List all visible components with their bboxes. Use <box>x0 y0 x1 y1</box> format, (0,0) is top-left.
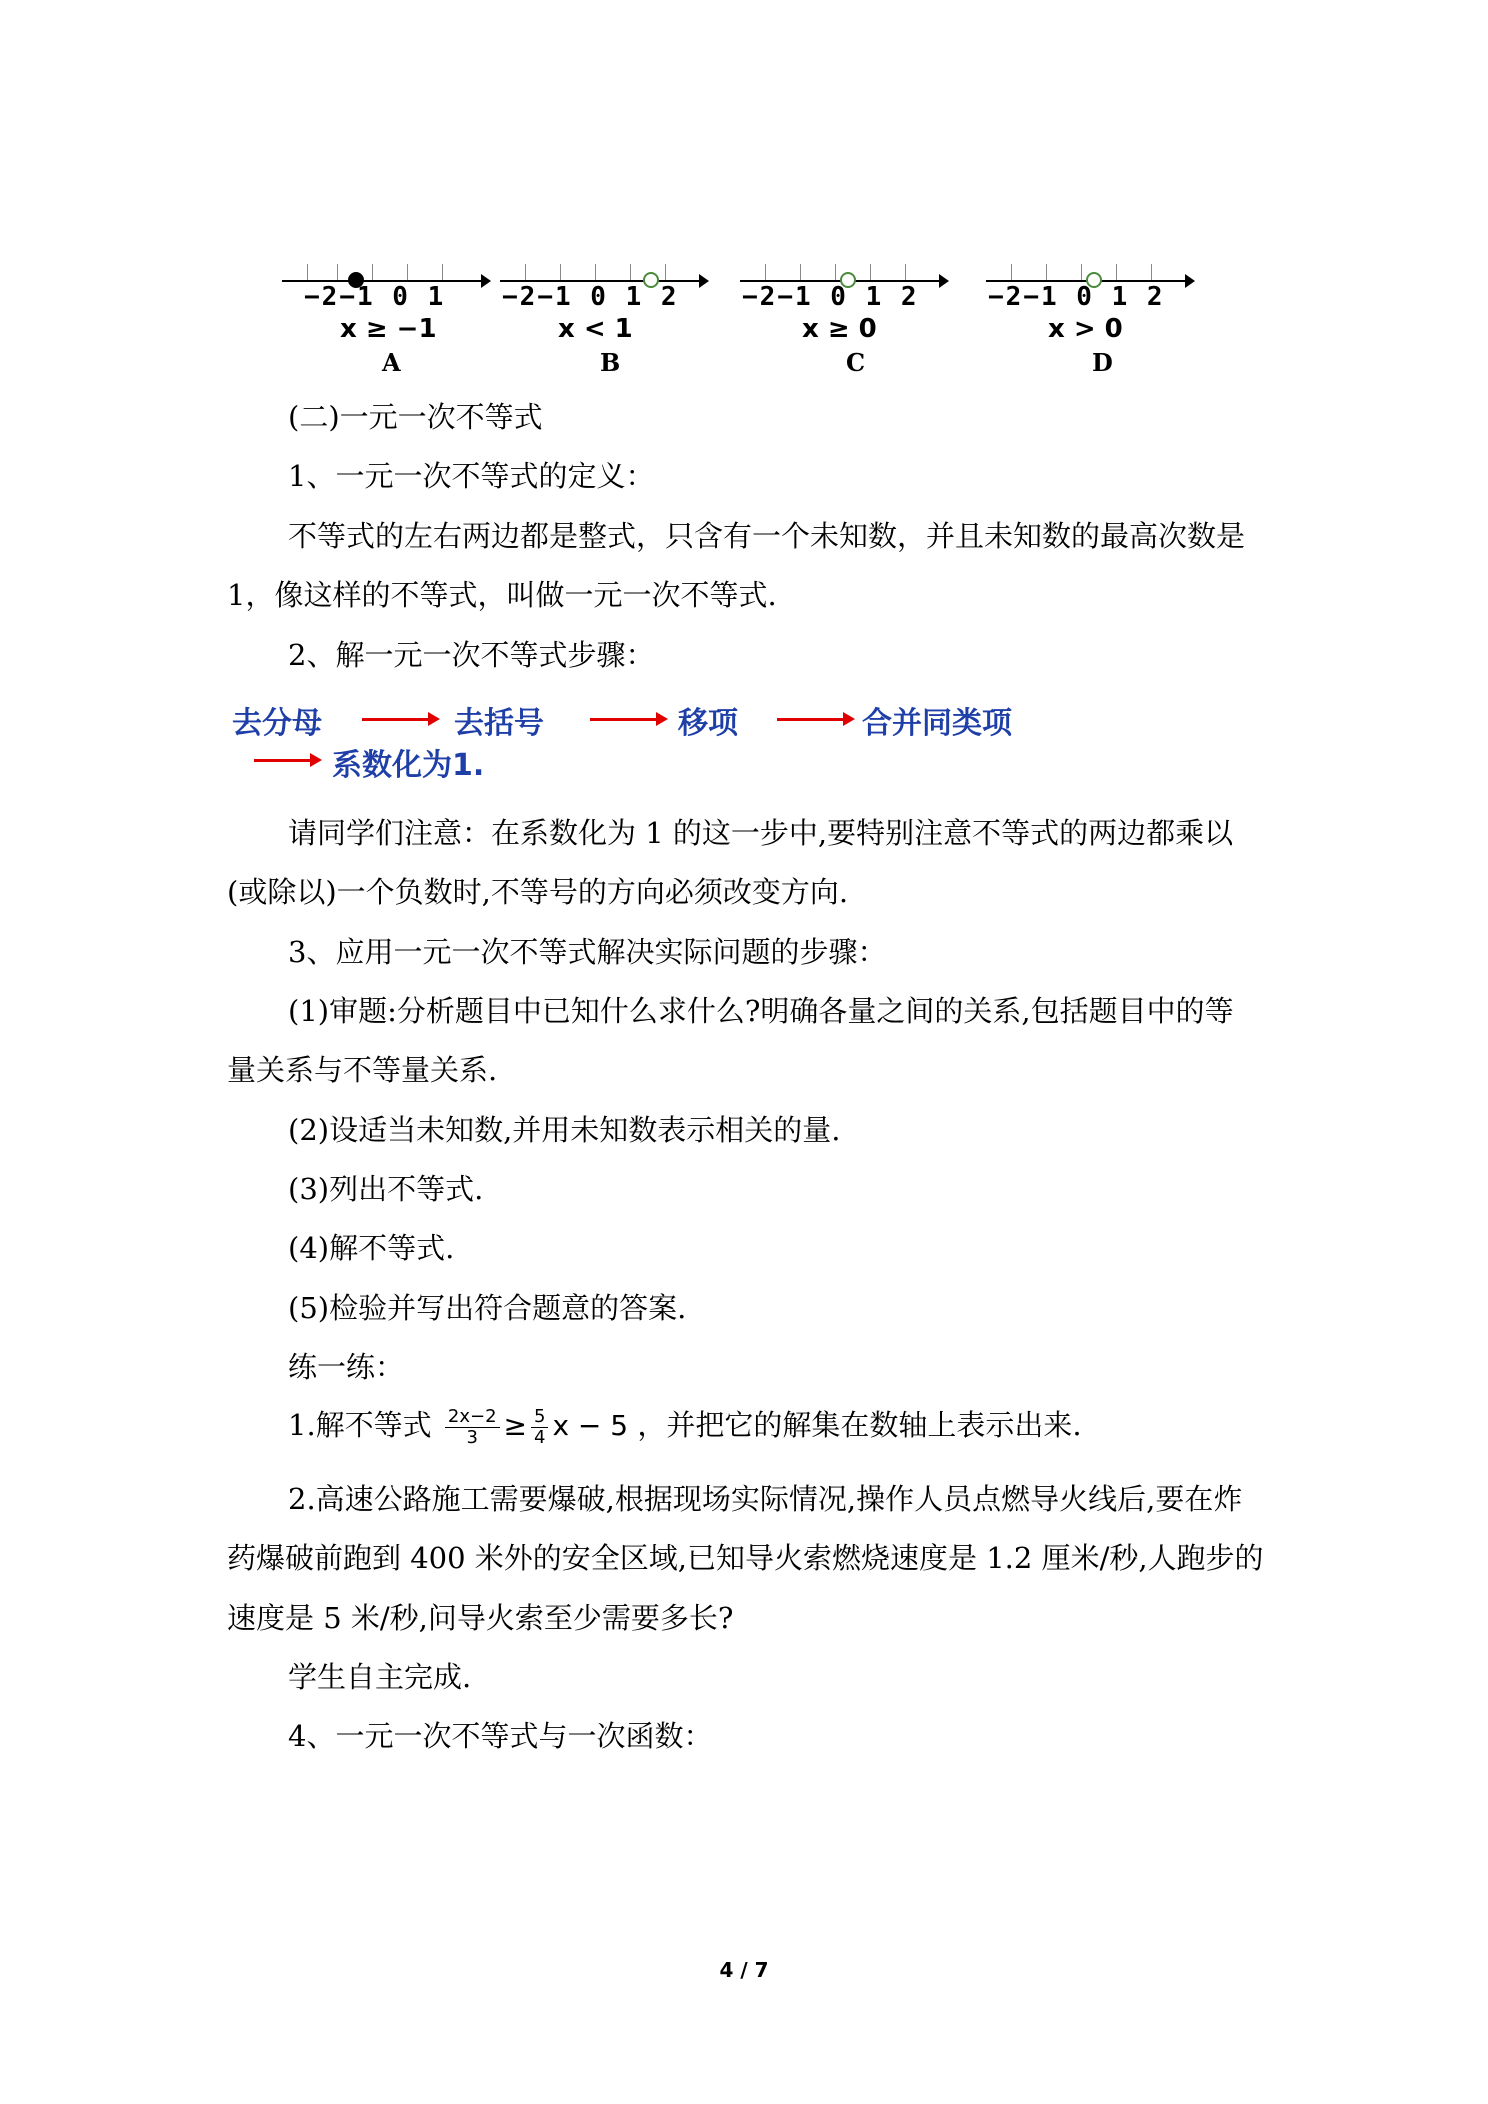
application-heading: 3、应用一元一次不等式解决实际问题的步骤： <box>288 935 887 969</box>
number-line-c <box>740 252 955 382</box>
definition-line-2: 1，像这样的不等式，叫做一元一次不等式. <box>227 578 777 612</box>
tick <box>870 264 871 280</box>
application-step-1a: (1)审题:分析题目中已知什么求什么?明确各量之间的关系,包括题目中的等 <box>288 994 1234 1028</box>
number-line-d <box>986 252 1201 382</box>
number-line-figure <box>282 252 1222 382</box>
option-label: A <box>382 348 401 377</box>
tick <box>595 264 596 280</box>
application-step-4: (4)解不等式. <box>288 1231 455 1265</box>
number-line-a <box>282 252 497 382</box>
axis-arrow <box>481 274 491 288</box>
definition-heading: 1、一元一次不等式的定义： <box>288 459 655 493</box>
tick <box>337 264 338 280</box>
tick-labels: −2−1 0 1 <box>304 282 446 312</box>
ge-symbol: ≥ <box>503 1409 527 1442</box>
flow-step: 去分母 <box>232 706 322 741</box>
tick <box>442 264 443 280</box>
option-label: C <box>846 348 866 377</box>
tick <box>1116 264 1117 280</box>
solving-steps-flow <box>232 698 1132 788</box>
axis-arrow <box>939 274 949 288</box>
number-line-b <box>500 252 715 382</box>
axis-arrow <box>1185 274 1195 288</box>
tick <box>905 264 906 280</box>
tick <box>525 264 526 280</box>
flow-step: 移项 <box>678 706 738 741</box>
fraction-numerator: 2x−2 <box>445 1407 500 1428</box>
tick-labels: −2−1 0 1 2 <box>742 282 919 312</box>
exercise-2-line-2: 药爆破前跑到 400 米外的安全区域,已知导火索燃烧速度是 1.2 厘米/秒,人跑步的 <box>227 1541 1264 1575</box>
fraction-denominator: 4 <box>534 1426 546 1448</box>
inequality-label: x ≥ −1 <box>340 314 437 344</box>
math-expression: x − 5 <box>552 1409 629 1442</box>
steps-heading: 2、解一元一次不等式步骤： <box>288 638 655 672</box>
fraction <box>531 1407 548 1448</box>
option-label: B <box>600 348 621 377</box>
flow-step: 合并同类项 <box>862 706 1012 741</box>
tick <box>800 264 801 280</box>
tick <box>307 264 308 280</box>
exercise-1 <box>288 1405 1082 1448</box>
tick-labels: −2−1 0 1 2 <box>502 282 679 312</box>
self-complete-note: 学生自主完成. <box>288 1660 472 1694</box>
fraction <box>445 1407 500 1448</box>
exercise-2-line-1: 2.高速公路施工需要爆破,根据现场实际情况,操作人员点燃导火线后,要在炸 <box>288 1482 1243 1516</box>
inequality-label: x < 1 <box>558 314 633 344</box>
tick <box>665 264 666 280</box>
exercise-1-suffix: ，并把它的解集在数轴上表示出来. <box>637 1408 1082 1442</box>
tick <box>630 264 631 280</box>
option-label: D <box>1092 348 1113 377</box>
tick <box>765 264 766 280</box>
tick-labels: −2−1 0 1 2 <box>988 282 1165 312</box>
tick <box>560 264 561 280</box>
flow-arrow-icon <box>254 759 314 762</box>
note-line-2: (或除以)一个负数时,不等号的方向必须改变方向. <box>227 875 849 909</box>
tick <box>1046 264 1047 280</box>
tick <box>1151 264 1152 280</box>
axis-arrow <box>699 274 709 288</box>
inequality-label: x ≥ 0 <box>802 314 877 344</box>
flow-arrow-icon <box>362 718 432 721</box>
application-step-5: (5)检验并写出符合题意的答案. <box>288 1291 687 1325</box>
exercise-1-prefix: 1.解不等式 <box>288 1408 432 1442</box>
application-step-1b: 量关系与不等量关系. <box>227 1053 498 1087</box>
practice-heading: 练一练： <box>288 1350 405 1384</box>
application-step-2: (2)设适当未知数,并用未知数表示相关的量. <box>288 1113 841 1147</box>
fraction-denominator: 3 <box>466 1426 478 1448</box>
tick <box>1011 264 1012 280</box>
tick <box>407 264 408 280</box>
flow-arrow-icon <box>590 718 660 721</box>
tick <box>1081 264 1082 280</box>
fraction-numerator: 5 <box>531 1407 548 1428</box>
inequality-label: x > 0 <box>1048 314 1123 344</box>
definition-line-1: 不等式的左右两边都是整式，只含有一个未知数，并且未知数的最高次数是 <box>288 519 1246 553</box>
flow-step: 去括号 <box>454 706 544 741</box>
note-line-1: 请同学们注意：在系数化为 1 的这一步中,要特别注意不等式的两边都乘以 <box>288 816 1234 850</box>
exercise-2-line-3: 速度是 5 米/秒,问导火索至少需要多长? <box>227 1601 734 1635</box>
flow-step: 系数化为1. <box>332 748 485 783</box>
function-heading: 4、一元一次不等式与一次函数： <box>288 1719 713 1753</box>
page-number: 4 / 7 <box>719 1958 769 1982</box>
flow-arrow-icon <box>777 718 847 721</box>
tick <box>372 264 373 280</box>
application-step-3: (3)列出不等式. <box>288 1172 484 1206</box>
tick <box>835 264 836 280</box>
section-title: (二)一元一次不等式 <box>288 400 543 434</box>
